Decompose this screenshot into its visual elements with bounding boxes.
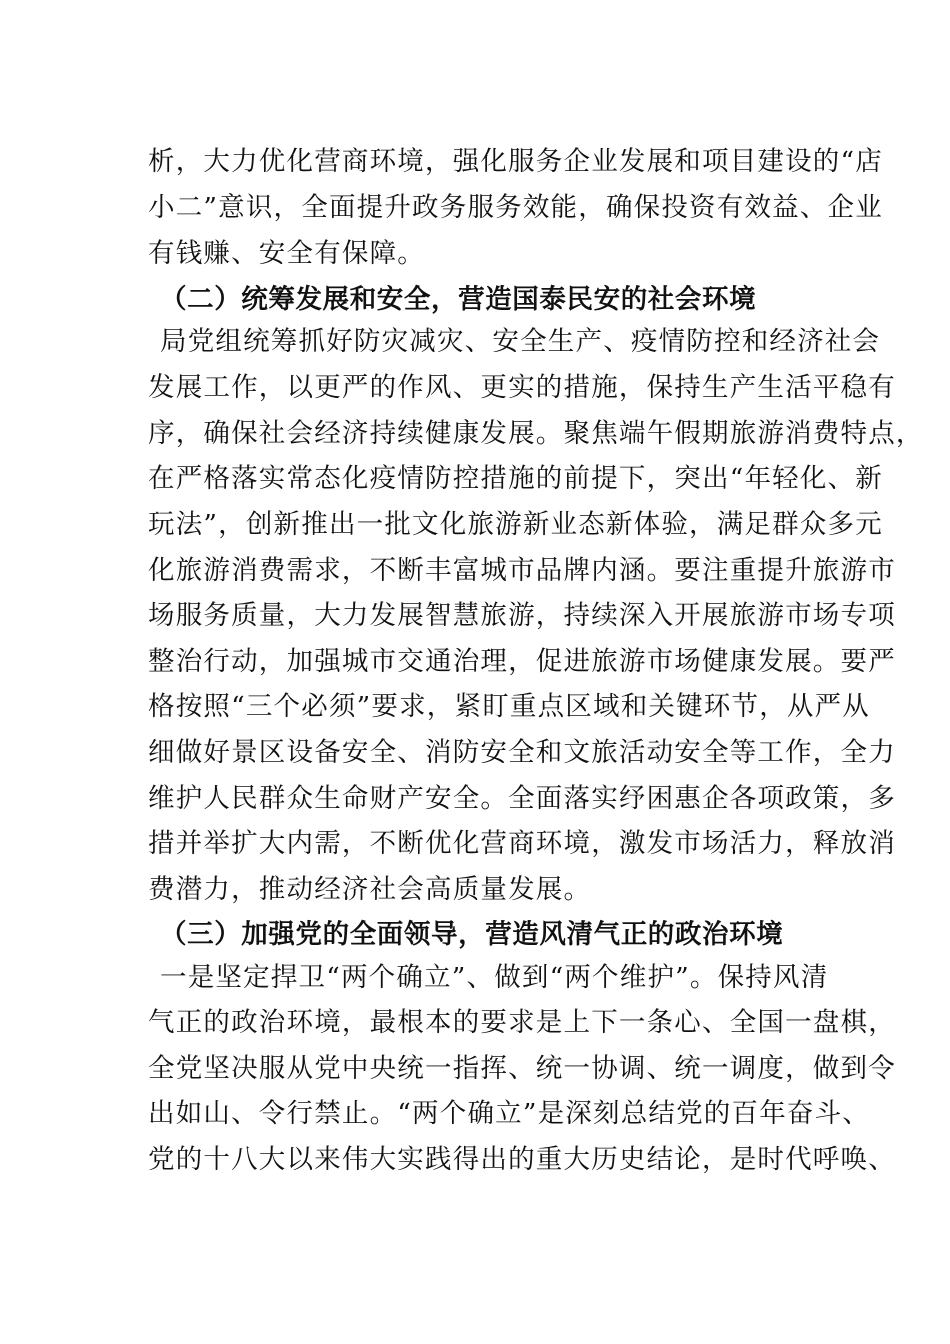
paragraph-line: 发展工作，以更严的作风、更实的措施，保持生产生活平稳有 [148,372,896,403]
paragraph-line: 整治行动，加强城市交通治理，促进旅游市场健康发展。要严 [148,646,896,677]
paragraph-line: 序，确保社会经济持续健康发展。聚焦端午假期旅游消费特点， [148,418,924,449]
paragraph-line: 玩法”，创新推出一批文化旅游新业态新体验，满足群众多元 [148,509,883,540]
paragraph-line: 措并举扩大内需，不断优化营商环境，激发市场活力，释放消 [148,828,896,859]
paragraph-line: 格按照“三个必须”要求，紧盯重点区域和关键环节，从严从 [148,691,870,722]
paragraph-line: 局党组统筹抓好防灾减灾、安全生产、疫情防控和经济社会 [160,326,881,357]
paragraph-line: 费潜力，推动经济社会高质量发展。 [148,874,592,905]
paragraph-line: 一是坚定捍卫“两个确立”、做到“两个维护”。保持风清 [160,962,829,993]
paragraph-line: 有钱赚、安全有保障。 [148,238,425,269]
paragraph-line: 在严格落实常态化疫情防控措施的前提下，突出“年轻化、新 [148,463,883,494]
paragraph-line: 党的十八大以来伟大实践得出的重大历史结论，是时代呼唤、 [148,1144,896,1175]
paragraph-line: 全党坚决服从党中央统一指挥、统一协调、统一调度，做到令 [148,1053,896,1084]
paragraph-line: 小二”意识，全面提升政务服务效能，确保投资有效益、企业 [148,192,883,223]
section-heading-3: （三）加强党的全面领导，营造风清气正的政治环境 [160,919,784,950]
paragraph-line: 维护人民群众生命财产安全。全面落实纾困惠企各项政策，多 [148,783,896,814]
paragraph-line: 气正的政治环境，最根本的要求是上下一条心、全国一盘棋， [148,1007,896,1038]
paragraph-line: 化旅游消费需求，不断丰富城市品牌内涵。要注重提升旅游市 [148,555,896,586]
paragraph-line: 析，大力优化营商环境，强化服务企业发展和项目建设的“店 [148,146,883,177]
paragraph-line: 细做好景区设备安全、消防安全和文旅活动安全等工作，全力 [148,737,896,768]
paragraph-line: 场服务质量，大力发展智慧旅游，持续深入开展旅游市场专项 [148,600,896,631]
paragraph-line: 出如山、令行禁止。“两个确立”是深刻总结党的百年奋斗、 [148,1098,870,1129]
section-heading-2: （二）统筹发展和安全，营造国泰民安的社会环境 [160,284,757,315]
